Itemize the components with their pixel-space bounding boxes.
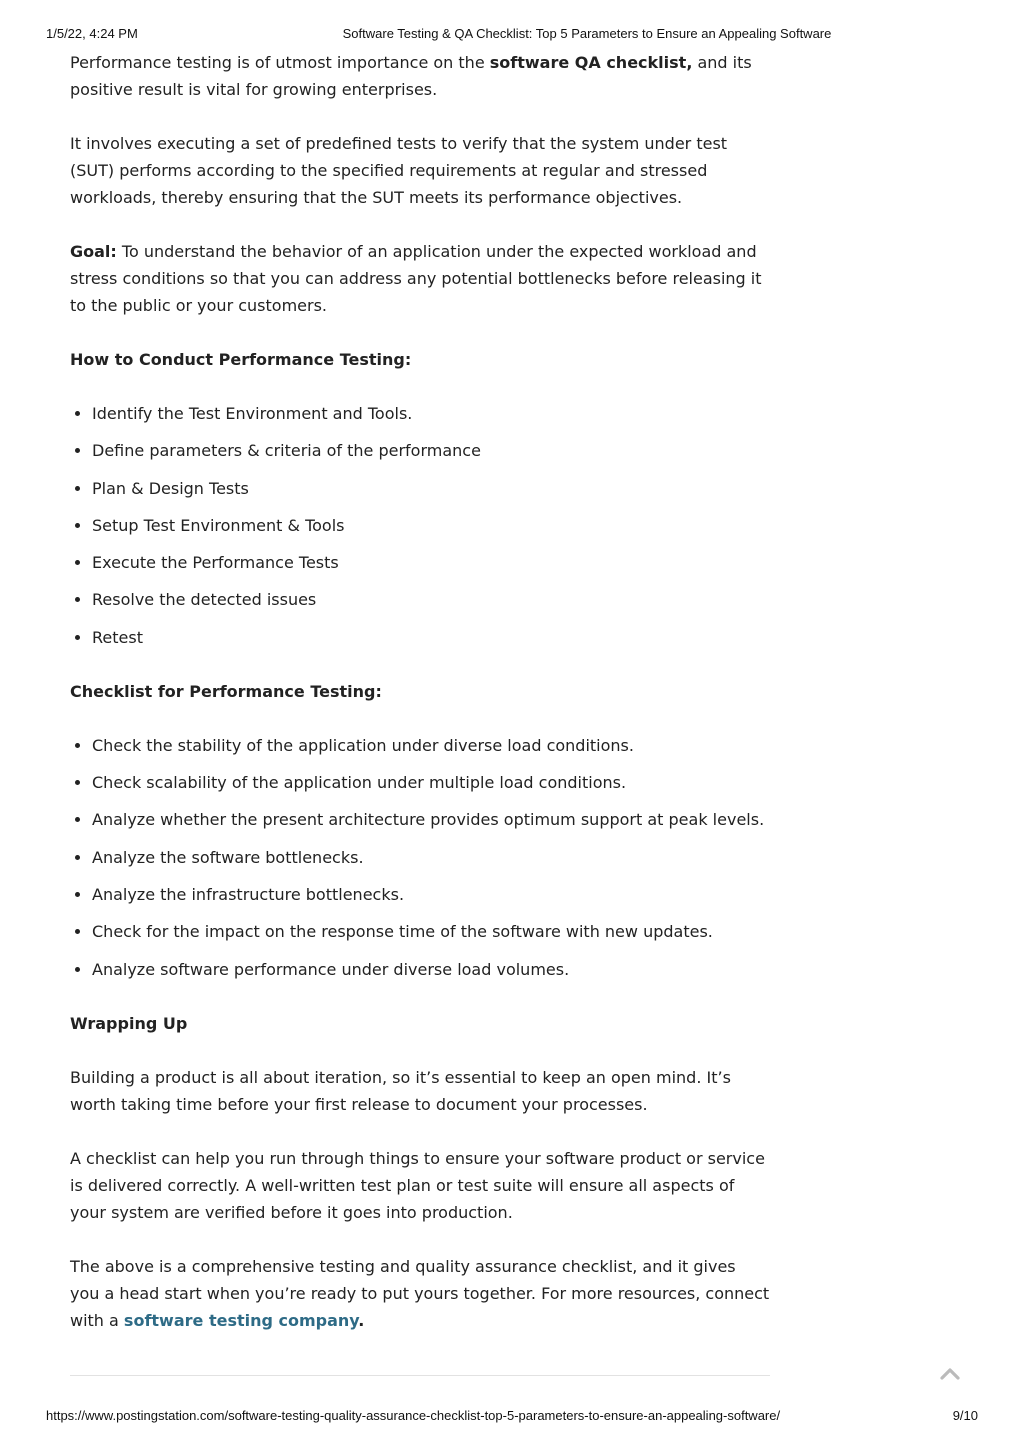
print-datetime: 1/5/22, 4:24 PM bbox=[46, 26, 138, 41]
print-header bbox=[0, 26, 1024, 42]
scroll-to-top-button[interactable] bbox=[938, 1362, 962, 1386]
intro-bold-phrase: software QA checklist, bbox=[489, 53, 693, 72]
list-item: • Retest bbox=[92, 624, 770, 651]
goal-paragraph bbox=[70, 238, 770, 319]
list-item: • Plan & Design Tests bbox=[92, 475, 770, 502]
list-item: • Check the stability of the application under diverse load conditions. bbox=[92, 732, 770, 759]
how-to-heading: How to Conduct Performance Testing: bbox=[70, 350, 412, 369]
list-item: • Analyze the infrastructure bottlenecks. bbox=[92, 881, 770, 908]
print-footer bbox=[0, 1408, 1024, 1424]
wrapping-up-paragraph-1: Building a product is all about iteration, so it’s essential to keep an open mind. It’s worth taking time before your first release to document your processes. bbox=[70, 1067, 731, 1114]
content-divider bbox=[70, 1375, 770, 1376]
list-item: • Analyze software performance under diverse load volumes. bbox=[92, 956, 770, 983]
wrapping-up-text: The above is a comprehensive testing and quality assurance checklist, and it gives you a head start when you’re ready to put yours together. For more resources, connect with a bbox=[70, 1256, 770, 1330]
wrapping-up-paragraph-3 bbox=[70, 1253, 770, 1334]
intro-paragraph-1 bbox=[70, 49, 770, 103]
intro-paragraph-2: It involves executing a set of predefined tests to verify that the system under test (SUT) performs according to the specified requirements at regular and stressed workloads, thereby ensuring that the SUT meets its performance objectives. bbox=[70, 134, 728, 207]
list-item: • Resolve the detected issues bbox=[92, 586, 770, 613]
checklist-heading: Checklist for Performance Testing: bbox=[70, 681, 382, 701]
wrapping-up-paragraph-2: A checklist can help you run through things to ensure your software product or service is delivered correctly. A well-written test plan or test suite will ensure all aspects of your system are verified before it goes into production. bbox=[70, 1148, 765, 1222]
list-item: • Identify the Test Environment and Tools. bbox=[92, 400, 770, 427]
list-item: • Analyze whether the present architecture provides optimum support at peak levels. bbox=[92, 806, 770, 833]
checklist-list bbox=[70, 732, 770, 983]
list-item: • Analyze the software bottlenecks. bbox=[92, 844, 770, 871]
article-body bbox=[70, 49, 770, 1361]
chevron-up-icon bbox=[938, 1362, 962, 1386]
list-item: • Check for the impact on the response time of the software with new updates. bbox=[92, 918, 770, 945]
closing-period: . bbox=[358, 1310, 365, 1330]
list-item: • Execute the Performance Tests bbox=[92, 549, 770, 576]
list-item: • Check scalability of the application under multiple load conditions. bbox=[92, 769, 770, 796]
software-testing-company-link[interactable]: software testing company bbox=[123, 1310, 359, 1330]
print-page-title: Software Testing & QA Checklist: Top 5 Parameters to Ensure an Appealing Software bbox=[342, 26, 832, 41]
wrapping-up-heading: Wrapping Up bbox=[70, 1013, 188, 1033]
goal-label: Goal: bbox=[70, 242, 117, 261]
list-item: • Define parameters & criteria of the performance bbox=[92, 437, 770, 464]
intro-text-start: Performance testing is of utmost importance on the bbox=[70, 53, 490, 72]
page-number: 9/10 bbox=[952, 1408, 978, 1423]
print-url: https://www.postingstation.com/software-testing-quality-assurance-checklist-top-5-parameters-to-ensure-an-appealing-software/ bbox=[46, 1408, 781, 1423]
how-to-list bbox=[70, 400, 770, 651]
goal-text: To understand the behavior of an application under the expected workload and stress conditions so that you can address any potential bottlenecks before releasing it to the public or your customers. bbox=[70, 242, 762, 315]
intro-text-end: and its positive result is vital for growing enterprises. bbox=[70, 53, 752, 99]
list-item: • Setup Test Environment & Tools bbox=[92, 512, 770, 539]
